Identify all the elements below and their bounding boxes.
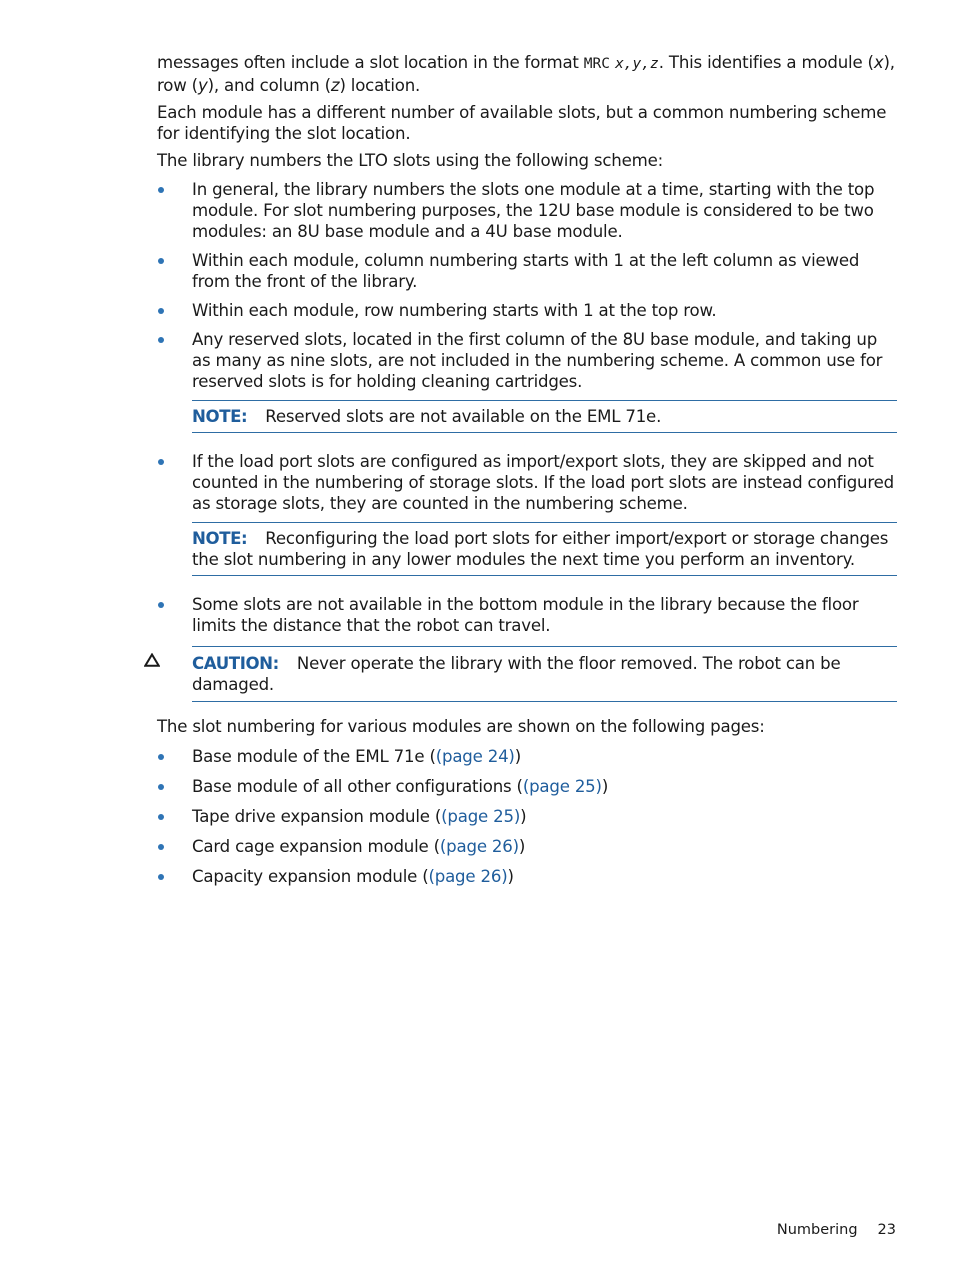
pages-intro: The slot numbering for various modules are shown on the following pages: [157,717,765,736]
note-label: NOTE: [192,407,248,426]
list-item-text: ) [520,807,527,826]
list-item [157,300,897,321]
caution-box [192,646,897,702]
intro-text: messages often include a slot location in the format [157,53,584,72]
list-item-text: ) [518,837,526,856]
bullet-icon [158,258,164,264]
list-item-text: Any reserved slots, located in the first column of the 8U base module, and taking up as many as nine slots, are not included in the numbering scheme. A common use for reserved slots is for holding cleaning cartridges. [192,330,883,391]
list-item [157,329,897,433]
intro-text: . This identifies a module ( [658,53,874,72]
page-body [157,52,897,896]
page-link[interactable]: (page 26) [439,837,519,856]
list-item-text: In general, the library numbers the slots one module at a time, starting with the top module. For slot numbering purposes, the 12U base module is considered to be two modules: an 8U base module and a 4U base module. [192,180,875,241]
list-item-text: ) [514,747,521,766]
bullet-icon [158,784,164,790]
intro-paragraph-format [157,52,897,96]
list-item [157,594,897,636]
list-item-text: If the load port slots are configured as import/export slots, they are skipped and not counted in the numbering of storage slots. If the load port slots are instead configured as storage slots, they are counted in the numbering scheme. [192,452,894,513]
list-item-text: ) [507,867,514,886]
caution-text: Never operate the library with the floor removed. The robot can be damaged. [192,654,841,694]
list-item-text: Base module of the EML 71e ( [192,747,436,766]
list-item [157,451,897,576]
bullet-icon [158,308,164,314]
list-item-text: Capacity expansion module ( [192,867,429,886]
var-z: z [330,76,340,95]
intro-paragraph-scheme: The library numbers the LTO slots using the following scheme: [157,151,663,170]
list-item-text: Base module of all other configurations ( [192,777,523,796]
list-item [157,179,897,242]
list-item [157,250,897,292]
list-item [157,776,897,797]
scheme-list [157,179,897,636]
list-item-text: Card cage expansion module ( [192,837,440,856]
code-vars: x,y,z [615,56,659,72]
caution-block [157,646,897,702]
page-link[interactable]: (page 24) [435,747,515,766]
var-x: x [873,53,884,72]
bullet-icon [158,337,164,343]
page-link[interactable]: (page 25) [441,807,521,826]
footer-section: Numbering [776,1222,858,1238]
intro-paragraph-modules: Each module has a different number of available slots, but a common numbering scheme for identifying the slot location. [157,103,887,143]
bullet-icon [158,814,164,820]
list-item [157,746,897,767]
page-link[interactable]: (page 26) [428,867,508,886]
bullet-icon [158,754,164,760]
list-item-text: Some slots are not available in the bottom module in the library because the floor limits the distance that the robot can travel. [192,595,859,635]
bullet-icon [158,459,164,465]
intro-text: ), and column ( [207,76,331,95]
page-number: 23 [877,1222,896,1238]
note-text: Reserved slots are not available on the EML 71e. [265,407,662,426]
code-mrc: MRC [583,56,610,72]
caution-label: CAUTION: [192,654,279,673]
note-box [192,522,897,576]
page-footer [777,1222,896,1238]
list-item-text: Tape drive expansion module ( [192,807,442,826]
page-link[interactable]: (page 25) [522,777,602,796]
list-item [157,866,897,887]
list-item-text: Within each module, row numbering starts with 1 at the top row. [192,301,717,320]
bullet-icon [158,874,164,880]
bullet-icon [158,187,164,193]
intro-text: ) location. [339,76,421,95]
note-text: Reconfiguring the load port slots for either import/export or storage changes the slot numbering in any lower modules the next time you perform an inventory. [192,529,889,569]
var-y: y [197,76,208,95]
list-item [157,806,897,827]
note-label: NOTE: [192,529,248,548]
pages-list [157,746,897,887]
intro-text: ), row ( [157,53,895,95]
list-item [157,836,897,857]
caution-triangle-icon [144,653,160,667]
list-item-text: Within each module, column numbering starts with 1 at the left column as viewed from the front of the library. [192,251,860,291]
bullet-icon [158,844,164,850]
note-box [192,400,897,433]
list-item-text: ) [601,777,609,796]
bullet-icon [158,602,164,608]
